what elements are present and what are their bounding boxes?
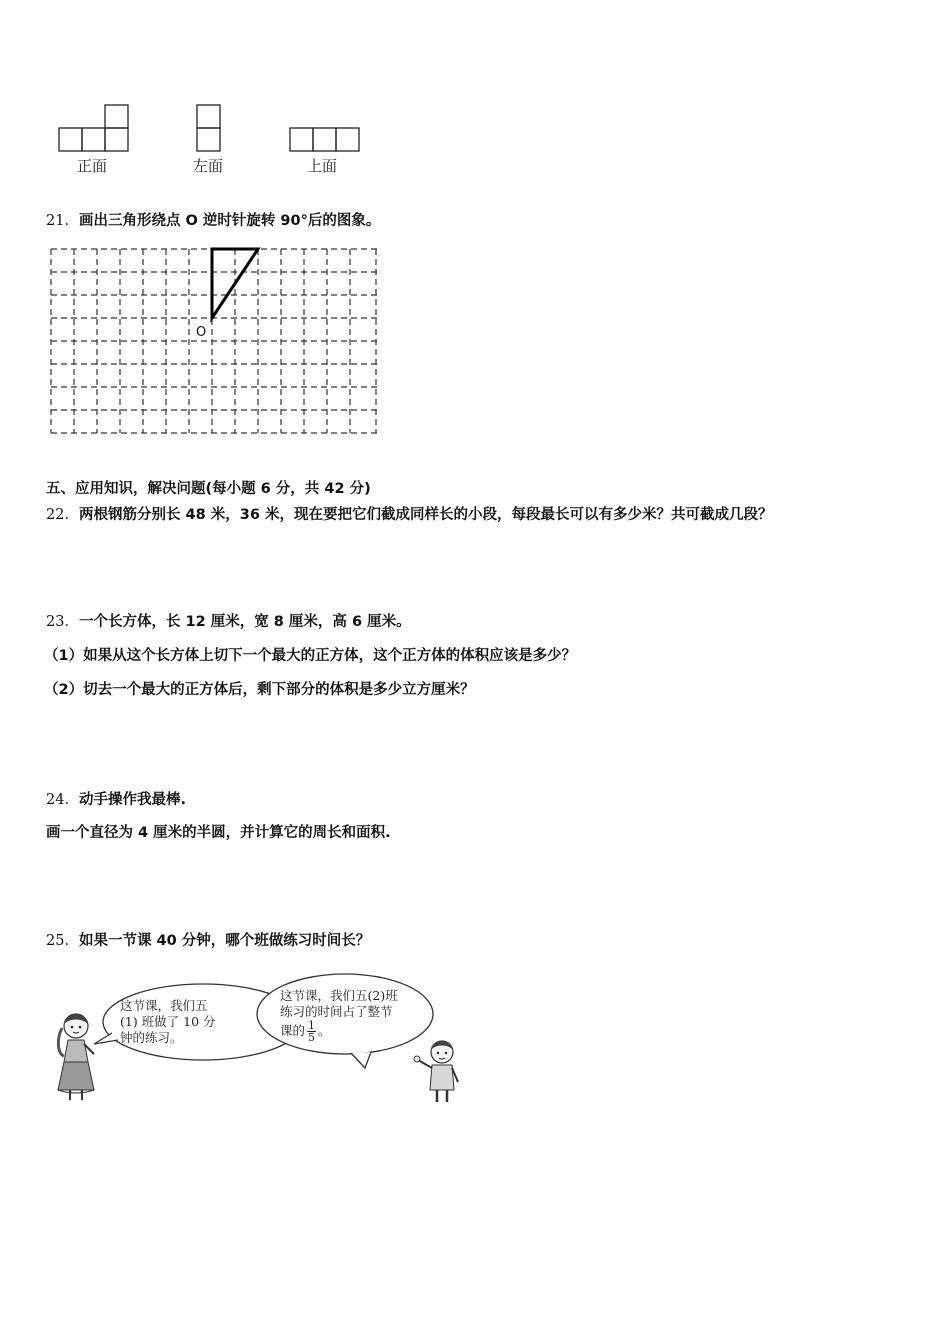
question-number: 25． xyxy=(46,933,79,949)
girl-figure xyxy=(54,1010,102,1102)
girl-bubble-line-1: 这节课，我们五 xyxy=(120,998,208,1013)
front-view-label: 正面 xyxy=(77,157,108,175)
question-22 xyxy=(46,505,772,525)
question-text: 一个长方体，长 12 厘米，宽 8 厘米，高 6 厘米。 xyxy=(78,614,411,630)
question-text: 动手操作我最棒. xyxy=(78,792,186,808)
boy-bubble-line-3-suffix: 。 xyxy=(318,1023,331,1038)
question-24 xyxy=(46,790,186,810)
point-o-label: O xyxy=(196,325,207,340)
fraction-one-fifth xyxy=(307,1020,316,1043)
question-text: 两根钢筋分别长 48 米，36 米，现在要把它们截成同样长的小段，每段最长可以有多少米？共可截成几段？ xyxy=(78,507,773,523)
top-view-drawing xyxy=(288,103,364,153)
boy-bubble-line-3-prefix: 课的 xyxy=(280,1023,306,1038)
boy-bubble-line-2: 练习的时间占了整节 xyxy=(280,1004,393,1019)
question-number: 22． xyxy=(46,507,79,523)
boy-bubble-text xyxy=(280,988,430,1043)
question-23 xyxy=(46,612,411,632)
left-view-label: 左面 xyxy=(193,157,224,175)
fraction-denominator: 5 xyxy=(308,1031,316,1044)
girl-bubble-line-2: (1) 班做了 10 分 xyxy=(120,1014,216,1029)
rotation-grid xyxy=(46,243,386,443)
question-number: 23． xyxy=(46,614,79,630)
left-view-drawing xyxy=(195,103,223,153)
question-number: 24． xyxy=(46,792,79,808)
boy-bubble-line-1: 这节课，我们五(2)班 xyxy=(280,988,398,1003)
question-25 xyxy=(46,931,370,951)
question-text: 如果一节课 40 分钟，哪个班做练习时间长？ xyxy=(78,933,371,949)
girl-bubble-text xyxy=(120,998,270,1046)
dialogue-illustration xyxy=(48,970,478,1105)
boy-bubble-line-3 xyxy=(280,1020,430,1043)
three-views-figure xyxy=(55,100,375,180)
section-5-title: 五、应用知识，解决问题(每小题 6 分，共 42 分) xyxy=(46,481,371,497)
question-21 xyxy=(46,211,380,231)
girl-bubble-line-3: 钟的练习。 xyxy=(120,1030,183,1045)
boy-figure xyxy=(410,1038,466,1104)
top-view-label: 上面 xyxy=(307,157,338,175)
question-number: 21． xyxy=(46,213,79,229)
question-24-line-2: 画一个直径为 4 厘米的半圆，并计算它的周长和面积. xyxy=(46,825,391,841)
question-23-sub-2: （2）切去一个最大的正方体后，剩下部分的体积是多少立方厘米？ xyxy=(44,682,475,698)
front-view-drawing xyxy=(58,103,134,153)
question-text: 画出三角形绕点 O 逆时针旋转 90°后的图象。 xyxy=(78,213,381,229)
question-23-sub-1: （1）如果从这个长方体上切下一个最大的正方体，这个正方体的体积应该是多少？ xyxy=(44,648,577,664)
fraction-numerator: 1 xyxy=(308,1019,316,1032)
